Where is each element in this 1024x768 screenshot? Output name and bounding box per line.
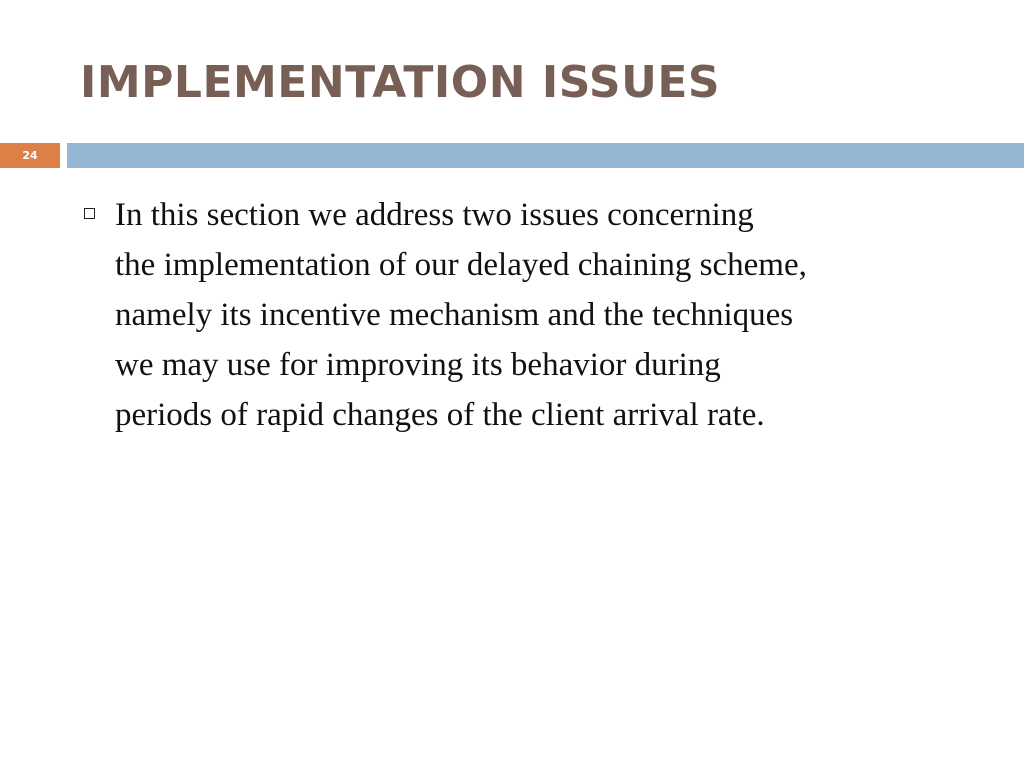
bullet-text	[115, 190, 995, 440]
bullet-text-line: In this section we address two issues concerning	[115, 197, 754, 233]
bullet-text-line: the implementation of our delayed chaining scheme,	[115, 247, 807, 283]
header-divider-bar	[67, 143, 1024, 168]
bullet-text-line: we may use for improving its behavior during	[115, 347, 721, 383]
bullet-item	[84, 190, 1004, 440]
page-number: 24	[0, 143, 60, 168]
bullet-text-line: periods of rapid changes of the client arrival rate.	[115, 397, 765, 433]
hollow-square-bullet-icon	[84, 208, 95, 219]
bullet-text-line: namely its incentive mechanism and the techniques	[115, 297, 794, 333]
slide-title: IMPLEMENTATION ISSUES	[80, 57, 721, 108]
bullet-list	[84, 190, 1004, 440]
